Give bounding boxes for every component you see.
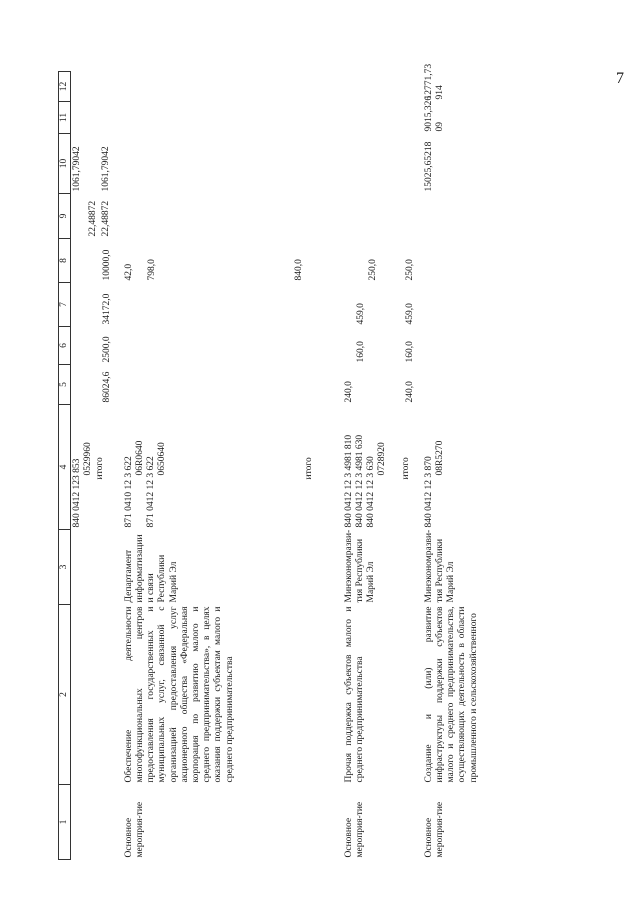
value-line: 914 — [434, 85, 445, 100]
col-header: 8 — [59, 239, 71, 283]
header-row — [59, 72, 71, 860]
cell-value — [123, 283, 343, 327]
cell-value — [123, 194, 343, 239]
code-line: 840 0412 12 3 870 — [423, 456, 434, 528]
col-header: 5 — [59, 365, 71, 405]
col-header: 9 — [59, 194, 71, 239]
cell-value — [343, 134, 423, 194]
cell-executor: Минэкономразви-тия Республики Марий Эл — [343, 529, 377, 603]
value-line: 160,0 — [404, 341, 415, 363]
cell-value — [423, 283, 553, 327]
cell-value — [343, 194, 423, 239]
cell-type: Основное мероприя-тие — [123, 801, 145, 858]
code-line: 08R5270 — [434, 440, 445, 476]
table-row — [123, 72, 343, 860]
value-line: 250,0 — [367, 259, 378, 281]
cell-budget-code — [71, 405, 123, 530]
code-line: 06R0640 — [134, 440, 145, 476]
value-line: 10000,0 — [102, 249, 113, 281]
value-line: 798,0 — [146, 259, 157, 281]
code-line: 840 0412 12 3 4981 810 — [343, 434, 354, 528]
cell-description: Прочая поддержка субъектов малого и среднего предпринимательства — [343, 606, 365, 783]
cell-executor: Минэкономразви-тия Республики Марий Эл — [423, 529, 457, 603]
cell-description: Создание и (или) развитие инфраструктуры поддержки субъектов малого и среднего предпринимательства, осуществляющих деятельность в области промышленного и сельскохозяйственного — [423, 606, 479, 783]
value-line: 459,0 — [355, 303, 366, 325]
cell-value — [343, 365, 423, 405]
table-row — [423, 72, 553, 860]
cell-value — [123, 365, 343, 405]
cell-value — [343, 72, 423, 102]
code-line: 871 0412 12 3 622 — [146, 456, 157, 528]
code-line: 840 0412 12 3 4981 630 — [354, 434, 365, 528]
col-header: 1 — [59, 785, 71, 860]
cell-description — [71, 605, 123, 785]
value-line: 42,0 — [123, 263, 134, 281]
code-line: 840 0412 12 3 630 — [366, 456, 377, 528]
code-line: 871 0410 12 3 622 — [123, 456, 134, 528]
value-line: 86024,6 — [102, 371, 113, 403]
cell-value — [71, 194, 123, 239]
cell-value — [71, 283, 123, 327]
col-header: 11 — [59, 102, 71, 134]
table-row — [343, 72, 423, 860]
value-line: 2500,0 — [102, 336, 113, 363]
value-line: 840,0 — [294, 259, 305, 281]
value-line: 240,0 — [343, 381, 354, 403]
cell-value — [343, 283, 423, 327]
value-line: 160,0 — [355, 341, 366, 363]
cell-value — [71, 72, 123, 102]
cell-value — [71, 327, 123, 365]
value-line: 22,48872 — [101, 200, 112, 237]
cell-value — [71, 365, 123, 405]
cell-budget-code — [123, 405, 343, 530]
cell-description: Обеспечение деятельности многофункциональных центров предоставления государственных и муниципальных услуг, связанной с организацией предоставления услуг акционерного общества «Федеральная корпорация по развитию малого и среднего предпринимательства», в целях оказания поддержки субъектам малого и среднего предпринимательства — [123, 606, 235, 783]
cell-value — [71, 239, 123, 283]
cell-value — [423, 95, 553, 134]
col-header: 6 — [59, 327, 71, 365]
cell-value — [123, 72, 343, 102]
col-header: 3 — [59, 530, 71, 605]
cell-budget-code — [423, 405, 553, 530]
total-label: итого — [94, 457, 105, 480]
cell-value — [123, 239, 343, 283]
cell-value — [123, 327, 343, 365]
cell-type: Основное мероприя-тие — [343, 801, 365, 858]
cell-type: Основное мероприя-тие — [423, 801, 445, 858]
col-header: 7 — [59, 283, 71, 327]
value-line: 250,0 — [404, 259, 415, 281]
value-line: 09 — [434, 122, 445, 132]
cell-type — [71, 785, 123, 860]
col-header: 2 — [59, 605, 71, 785]
code-line: 0650640 — [157, 442, 168, 476]
cell-executor: Департамент информатизации и связи Республики Марий Эл — [123, 534, 179, 603]
total-label: итого — [400, 457, 411, 480]
cell-value — [343, 102, 423, 134]
cell-value: 15025,65218 — [423, 141, 434, 192]
budget-table — [58, 63, 553, 860]
value-line: 22,48872 — [88, 200, 99, 237]
cell-value — [123, 102, 343, 134]
col-header: 10 — [59, 134, 71, 194]
cell-value — [423, 239, 553, 283]
rotated-page-content — [58, 60, 618, 860]
cell-value — [423, 365, 553, 405]
cell-value — [343, 327, 423, 365]
cell-value — [71, 102, 123, 134]
code-line: 0728920 — [377, 442, 388, 476]
value-line: 459,0 — [404, 303, 415, 325]
cell-value — [123, 134, 343, 194]
total-label: итого — [303, 457, 314, 480]
value-line: 1061,79042 — [72, 146, 83, 192]
col-header: 12 — [59, 72, 71, 102]
cell-value — [71, 134, 123, 194]
cell-value — [423, 327, 553, 365]
value-line: 12771,73 — [423, 63, 434, 100]
table-row — [71, 72, 123, 860]
cell-value — [423, 63, 553, 102]
cell-executor — [71, 530, 123, 605]
value-line: 9015,326 — [423, 95, 434, 132]
value-line: 34172,0 — [102, 293, 113, 325]
value-line: 240,0 — [404, 381, 415, 403]
cell-value — [423, 194, 553, 239]
cell-value — [343, 239, 423, 283]
page-number: 7 — [616, 70, 624, 87]
col-header: 4 — [59, 405, 71, 530]
cell-budget-code — [343, 405, 423, 530]
value-line: 1061,79042 — [101, 146, 112, 192]
code-line: 0529960 — [83, 442, 94, 476]
code-line: 840 0412 123 853 — [72, 458, 83, 528]
